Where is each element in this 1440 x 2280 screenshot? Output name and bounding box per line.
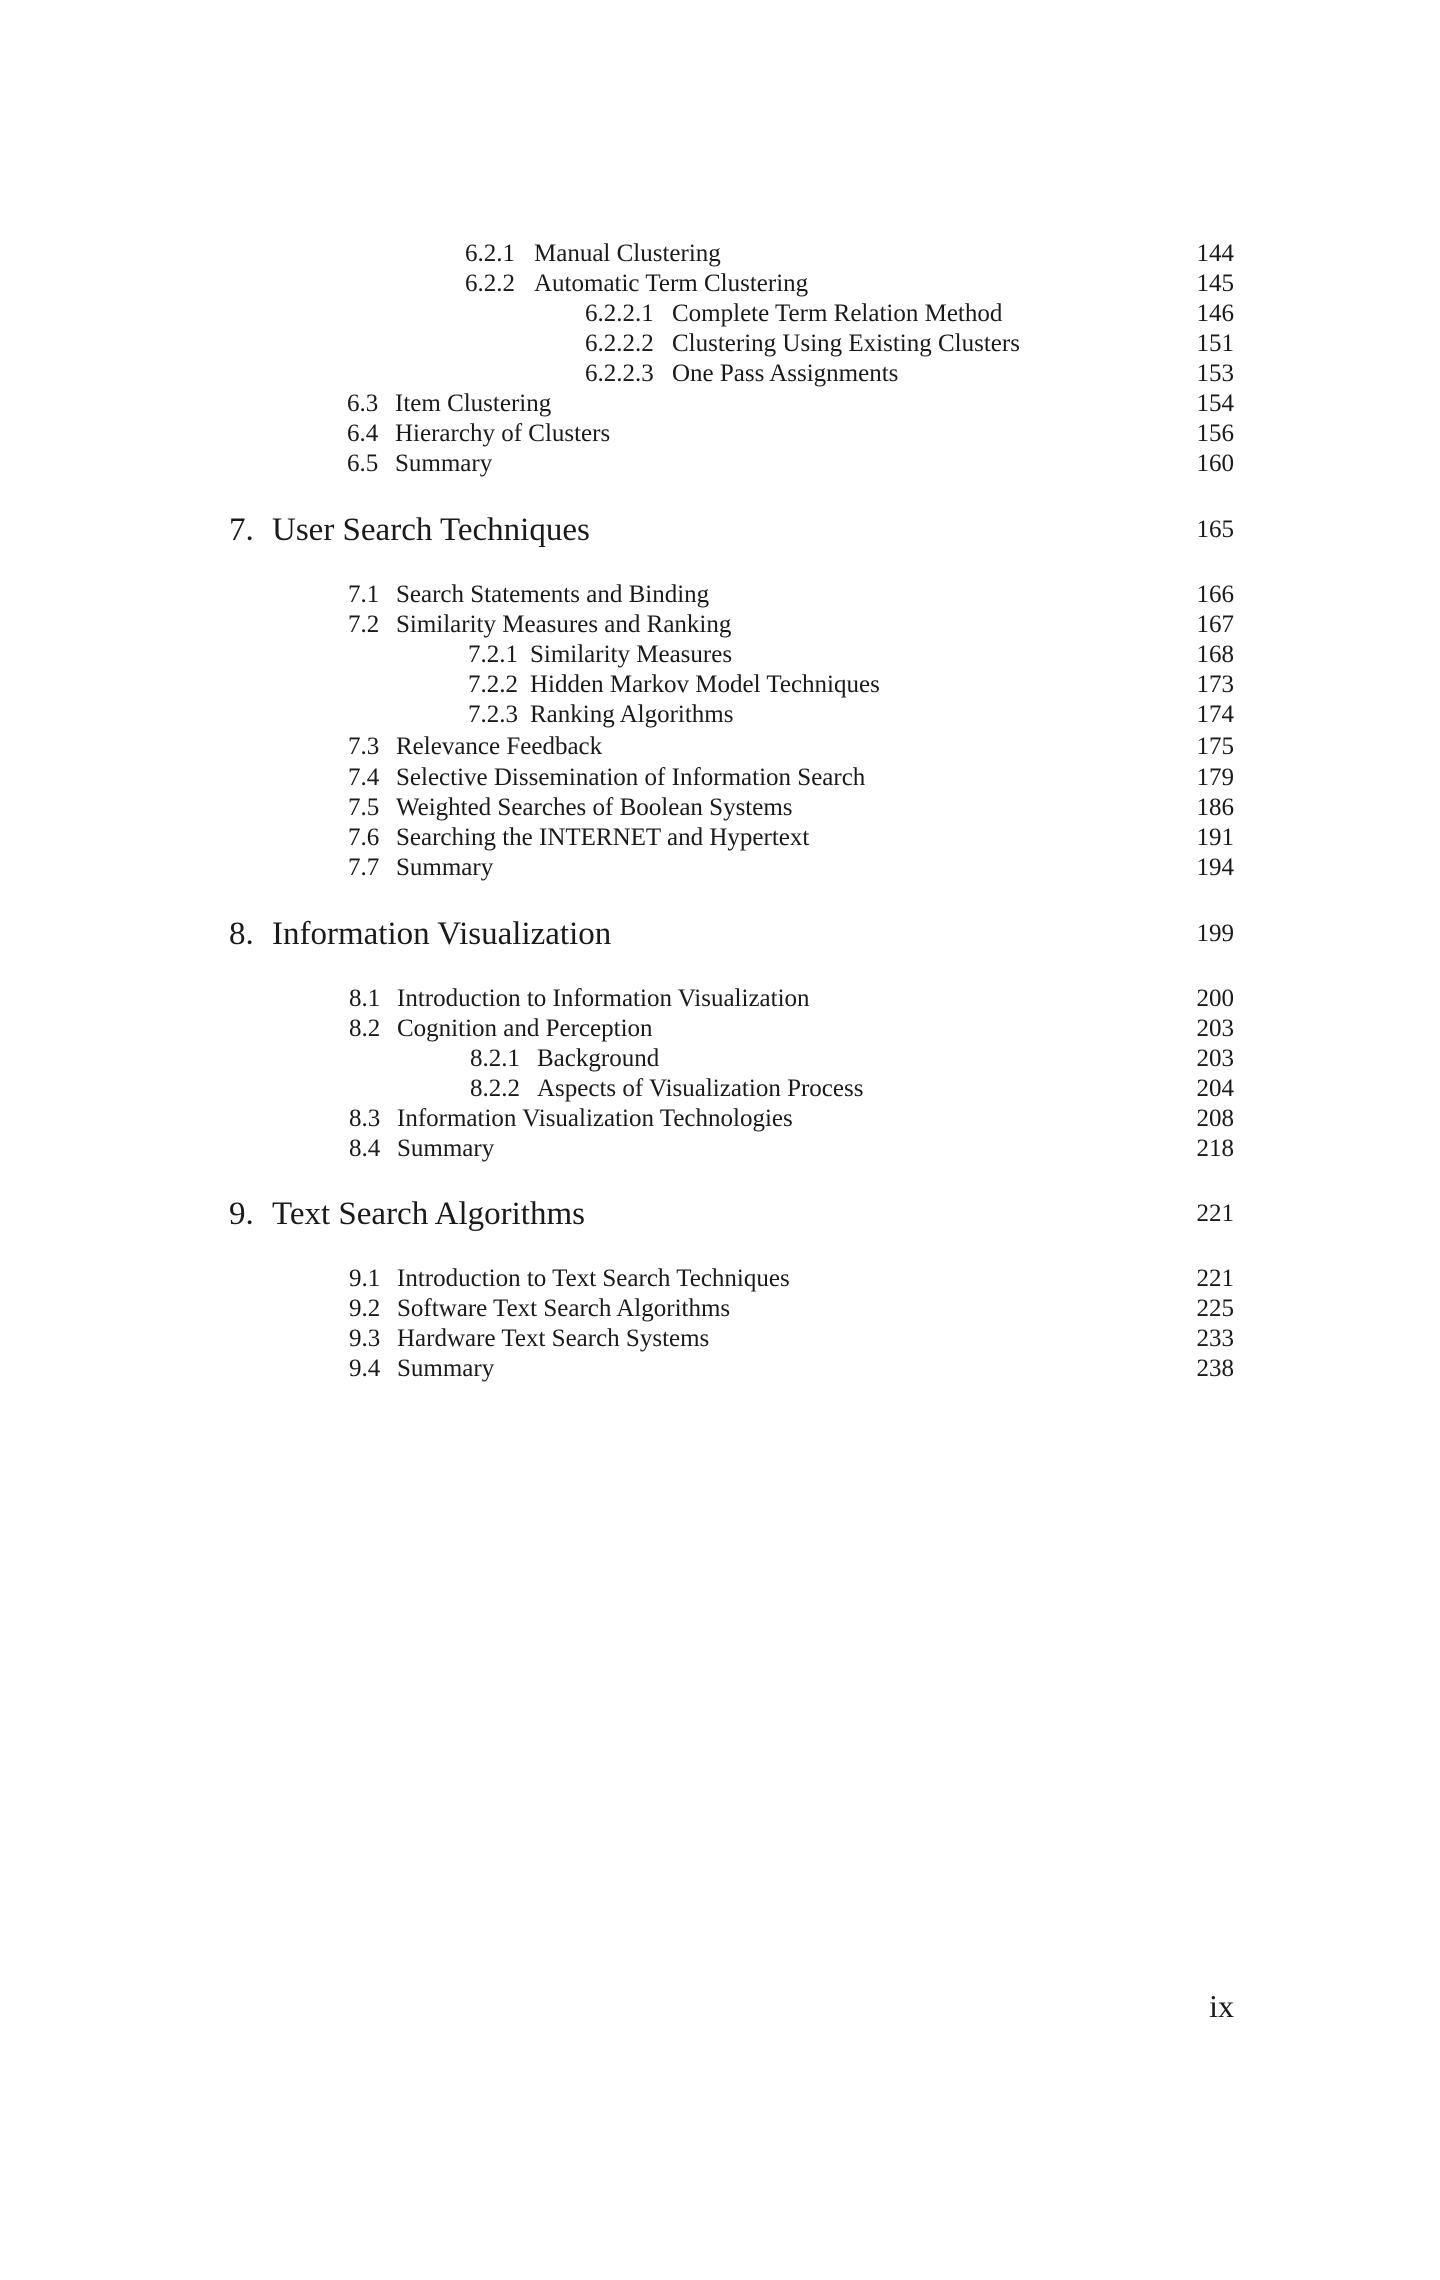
section-number: 8.3	[349, 1105, 381, 1132]
toc-entry-9-3[interactable]	[0, 1323, 1440, 1355]
section-title: Manual Clustering	[534, 240, 721, 267]
section-title: Search Statements and Binding	[396, 581, 710, 608]
section-number: 6.5	[347, 450, 379, 477]
toc-entry-7-2[interactable]	[0, 609, 1440, 641]
page-number: 167	[1196, 611, 1234, 638]
page-number: 238	[1196, 1355, 1234, 1382]
toc-entry-7-6[interactable]	[0, 822, 1440, 854]
page-number: 218	[1196, 1135, 1234, 1162]
toc-chapter-7[interactable]	[0, 508, 1440, 552]
section-number: 9.1	[349, 1265, 381, 1292]
toc-entry-7-5[interactable]	[0, 792, 1440, 824]
section-number: 7.7	[348, 854, 380, 881]
toc-entry-7-4[interactable]	[0, 762, 1440, 794]
section-title: Similarity Measures and Ranking	[396, 611, 732, 638]
toc-entry-6-2-2[interactable]	[0, 268, 1440, 300]
section-number: 6.2.2.3	[585, 360, 654, 387]
section-number: 6.2.2	[465, 270, 515, 297]
toc-entry-9-4[interactable]	[0, 1353, 1440, 1385]
page-number: 151	[1196, 330, 1234, 357]
toc-entry-6-4[interactable]	[0, 418, 1440, 450]
page-number: 233	[1196, 1325, 1234, 1352]
chapter-number: 8.	[229, 916, 254, 952]
section-title: Hierarchy of Clusters	[395, 420, 611, 447]
section-title: One Pass Assignments	[672, 360, 899, 387]
toc-entry-8-3[interactable]	[0, 1103, 1440, 1135]
section-title: Software Text Search Algorithms	[397, 1295, 731, 1322]
toc-entry-6-2-2-1[interactable]	[0, 298, 1440, 330]
page-number: 165	[1196, 516, 1234, 543]
section-number: 6.3	[347, 390, 379, 417]
page-number: 175	[1196, 733, 1234, 760]
section-title: Summary	[396, 854, 494, 881]
toc-entry-7-7[interactable]	[0, 852, 1440, 884]
toc-chapter-8[interactable]	[0, 912, 1440, 956]
toc-entry-8-2[interactable]	[0, 1013, 1440, 1045]
page-folio: ix	[1209, 1988, 1234, 2024]
page-number: 199	[1196, 920, 1234, 947]
toc-entry-8-2-2[interactable]	[0, 1073, 1440, 1105]
section-number: 8.4	[349, 1135, 381, 1162]
page-number: 203	[1196, 1045, 1234, 1072]
page-number: 144	[1196, 240, 1234, 267]
toc-entry-9-1[interactable]	[0, 1263, 1440, 1295]
toc-entry-7-3[interactable]	[0, 731, 1440, 763]
section-number: 8.2.1	[470, 1045, 520, 1072]
page-number: 191	[1196, 824, 1234, 851]
section-number: 7.3	[348, 733, 380, 760]
page-number: 154	[1196, 390, 1234, 417]
section-number: 7.2.2	[468, 671, 518, 698]
section-number: 7.2	[348, 611, 380, 638]
toc-entry-8-2-1[interactable]	[0, 1043, 1440, 1075]
section-title: Background	[537, 1045, 660, 1072]
section-number: 6.4	[347, 420, 379, 447]
section-number: 7.2.1	[468, 641, 518, 668]
page-number: 160	[1196, 450, 1234, 477]
toc-chapter-9[interactable]	[0, 1192, 1440, 1236]
section-title: Summary	[397, 1135, 495, 1162]
page-number: 204	[1196, 1075, 1234, 1102]
page-number: 153	[1196, 360, 1234, 387]
toc-entry-8-4[interactable]	[0, 1133, 1440, 1165]
chapter-title: Text Search Algorithms	[272, 1196, 585, 1232]
section-title: Information Visualization Technologies	[397, 1105, 793, 1132]
toc-entry-8-1[interactable]	[0, 983, 1440, 1015]
section-title: Searching the INTERNET and Hypertext	[396, 824, 810, 851]
toc-entry-6-3[interactable]	[0, 388, 1440, 420]
chapter-number: 7.	[229, 512, 254, 548]
section-number: 8.2	[349, 1015, 381, 1042]
section-title: Clustering Using Existing Clusters	[672, 330, 1020, 357]
toc-entry-7-2-2[interactable]	[0, 669, 1440, 701]
page-number: 166	[1196, 581, 1234, 608]
section-number: 7.1	[348, 581, 380, 608]
page-number: 173	[1196, 671, 1234, 698]
toc-entry-7-1[interactable]	[0, 579, 1440, 611]
section-number: 9.2	[349, 1295, 381, 1322]
chapter-number: 9.	[229, 1196, 254, 1232]
page-number: 145	[1196, 270, 1234, 297]
section-title: Ranking Algorithms	[530, 701, 734, 728]
page-number: 156	[1196, 420, 1234, 447]
page-number: 174	[1196, 701, 1234, 728]
section-title: Similarity Measures	[530, 641, 733, 668]
page-number: 221	[1196, 1265, 1234, 1292]
section-title: Summary	[397, 1355, 495, 1382]
toc-entry-6-2-1[interactable]	[0, 238, 1440, 270]
section-number: 7.5	[348, 794, 380, 821]
section-title: Weighted Searches of Boolean Systems	[396, 794, 793, 821]
section-number: 7.4	[348, 764, 380, 791]
toc-entry-6-5[interactable]	[0, 448, 1440, 480]
chapter-title: User Search Techniques	[272, 512, 590, 548]
section-title: Aspects of Visualization Process	[537, 1075, 864, 1102]
section-number: 9.4	[349, 1355, 381, 1382]
section-number: 9.3	[349, 1325, 381, 1352]
page-number: 208	[1196, 1105, 1234, 1132]
page-number: 186	[1196, 794, 1234, 821]
section-title: Automatic Term Clustering	[534, 270, 809, 297]
section-number: 7.6	[348, 824, 380, 851]
page-number: 194	[1196, 854, 1234, 881]
section-title: Introduction to Information Visualization	[397, 985, 810, 1012]
section-number: 6.2.2.1	[585, 300, 654, 327]
section-title: Hardware Text Search Systems	[397, 1325, 710, 1352]
page-number: 168	[1196, 641, 1234, 668]
page-number: 225	[1196, 1295, 1234, 1322]
toc-entry-7-2-1[interactable]	[0, 639, 1440, 671]
toc-entry-9-2[interactable]	[0, 1293, 1440, 1325]
section-number: 7.2.3	[468, 701, 518, 728]
page-number: 221	[1196, 1200, 1234, 1227]
chapter-title: Information Visualization	[272, 916, 612, 952]
page-number: 200	[1196, 985, 1234, 1012]
section-title: Selective Dissemination of Information Search	[396, 764, 866, 791]
toc-entry-6-2-2-3[interactable]	[0, 358, 1440, 390]
section-title: Summary	[395, 450, 493, 477]
page-number: 203	[1196, 1015, 1234, 1042]
section-number: 8.1	[349, 985, 381, 1012]
toc-entry-7-2-3[interactable]	[0, 699, 1440, 731]
toc-entry-6-2-2-2[interactable]	[0, 328, 1440, 360]
page-number: 179	[1196, 764, 1234, 791]
page-number: 146	[1196, 300, 1234, 327]
section-title: Hidden Markov Model Techniques	[530, 671, 880, 698]
section-title: Relevance Feedback	[396, 733, 603, 760]
section-number: 6.2.1	[465, 240, 515, 267]
section-number: 8.2.2	[470, 1075, 520, 1102]
section-title: Item Clustering	[395, 390, 552, 417]
section-title: Complete Term Relation Method	[672, 300, 1003, 327]
section-title: Introduction to Text Search Techniques	[397, 1265, 790, 1292]
section-number: 6.2.2.2	[585, 330, 654, 357]
section-title: Cognition and Perception	[397, 1015, 653, 1042]
